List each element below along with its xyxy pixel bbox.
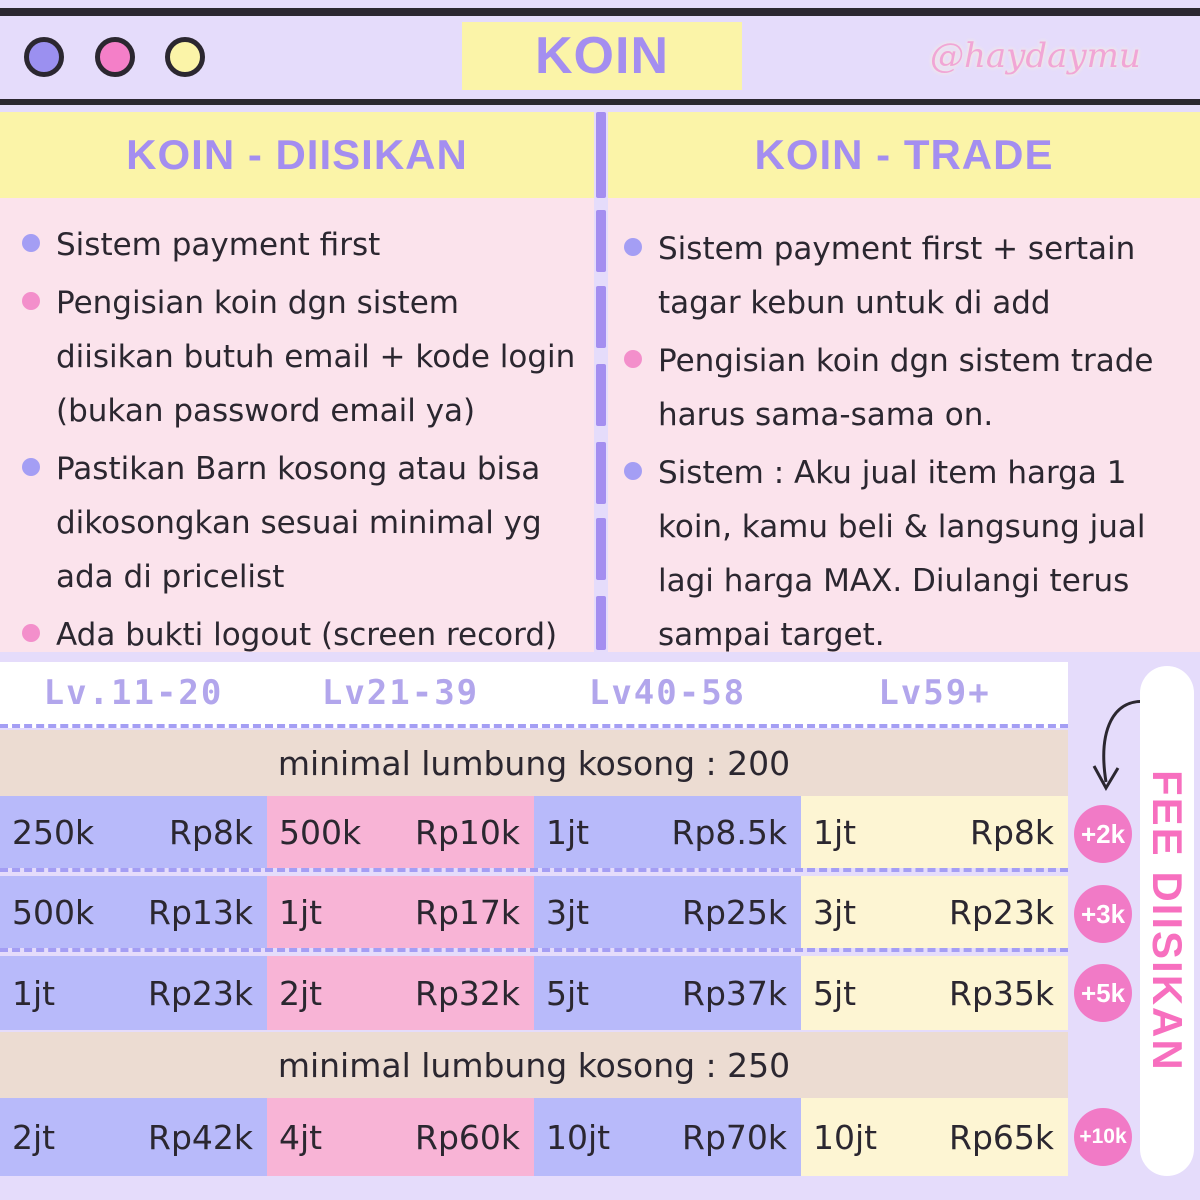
price-cell	[267, 956, 534, 1030]
page-title: KOIN	[535, 27, 669, 85]
level-label: Lv21-39	[321, 673, 480, 713]
bullet-text: Pastikan Barn kosong atau bisa dikosongkan sesuai minimal yg ada di pricelist	[56, 451, 542, 595]
bullet-dot-icon	[624, 350, 642, 368]
left-bullet	[22, 442, 580, 604]
left-bullet	[22, 608, 580, 662]
price-cell	[267, 1098, 534, 1176]
section-label: minimal lumbung kosong : 200	[0, 730, 1068, 796]
price-cell	[801, 956, 1068, 1030]
coin-amount: 3jt	[813, 892, 857, 932]
left-column-title: KOIN - DIISIKAN	[126, 131, 468, 178]
fee-label: FEE DIISIKAN	[1144, 770, 1191, 1072]
price-row	[0, 956, 1068, 1030]
bullet-text: Sistem : Aku jual item harga 1 koin, kamu beli & langsung jual lagi harga MAX. Diulangi terus sampai target.	[658, 455, 1146, 653]
fee-badge: +3k	[1074, 885, 1132, 943]
price-cell	[534, 876, 801, 948]
price-cell	[0, 956, 267, 1030]
price-row	[0, 876, 1068, 952]
right-column-header	[608, 112, 1200, 198]
coin-amount: 5jt	[546, 973, 590, 1013]
bullet-text: Sistem payment first	[56, 227, 381, 263]
coin-amount: 2jt	[279, 973, 323, 1013]
bullet-text: Pengisian koin dgn sistem diisikan butuh email + kode login (bukan password email ya)	[56, 285, 576, 429]
coin-amount: 500k	[279, 812, 362, 852]
price-cell	[534, 1098, 801, 1176]
coin-amount: 500k	[12, 892, 95, 932]
price-cell	[0, 876, 267, 948]
right-bullet	[624, 334, 1180, 442]
column-divider	[596, 286, 606, 348]
price-cell	[801, 876, 1068, 948]
coin-amount: 1jt	[813, 812, 857, 852]
column-divider	[596, 112, 606, 198]
column-divider	[596, 596, 606, 650]
coin-amount: 4jt	[279, 1117, 323, 1157]
title-box	[462, 22, 742, 90]
price-cell	[534, 956, 801, 1030]
column-divider	[596, 364, 606, 426]
author-handle: @haydaymu	[930, 36, 1141, 76]
price: Rp37k	[682, 973, 787, 1013]
price: Rp8.5k	[671, 812, 787, 852]
left-bullet	[22, 276, 580, 438]
price-cell	[801, 1098, 1068, 1176]
coin-amount: 1jt	[546, 812, 590, 852]
coin-amount: 5jt	[813, 973, 857, 1013]
bullet-dot-icon	[22, 624, 40, 642]
fee-badge: +10k	[1074, 1108, 1132, 1166]
column-divider	[596, 518, 606, 580]
fee-badge: +2k	[1074, 805, 1132, 863]
coin-amount: 10jt	[546, 1117, 611, 1157]
price-cell	[534, 796, 801, 868]
left-column-body	[0, 198, 594, 652]
bullet-text: Pengisian koin dgn sistem trade harus sama-sama on.	[658, 343, 1154, 433]
column-divider	[596, 442, 606, 504]
right-column-title: KOIN - TRADE	[754, 131, 1054, 178]
price: Rp60k	[415, 1117, 520, 1157]
price: Rp42k	[148, 1117, 253, 1157]
price: Rp10k	[415, 812, 520, 852]
level-label: Lv.11-20	[43, 673, 224, 713]
fee-badge: +5k	[1074, 964, 1132, 1022]
bullet-dot-icon	[624, 238, 642, 256]
price-cell	[267, 876, 534, 948]
left-column-header	[0, 112, 594, 198]
coin-amount: 1jt	[12, 973, 56, 1013]
price: Rp23k	[148, 973, 253, 1013]
window-dot-pink-icon	[95, 37, 135, 77]
price: Rp70k	[682, 1117, 787, 1157]
coin-amount: 1jt	[279, 892, 323, 932]
bullet-dot-icon	[22, 292, 40, 310]
level-label: Lv59+	[878, 673, 991, 713]
top-border	[0, 8, 1200, 16]
price: Rp23k	[949, 892, 1054, 932]
price-cell	[267, 796, 534, 868]
title-bar	[0, 16, 1200, 100]
price: Rp32k	[415, 973, 520, 1013]
bullet-dot-icon	[22, 234, 40, 252]
price-cell	[0, 1098, 267, 1176]
price: Rp35k	[949, 973, 1054, 1013]
bullet-text: Ada bukti logout (screen record)	[56, 617, 558, 653]
window-dot-yellow-icon	[165, 37, 205, 77]
price-row	[0, 1098, 1068, 1176]
bullet-text: Sistem payment first + sertain tagar kebun untuk di add	[658, 231, 1136, 321]
price-cell	[0, 796, 267, 868]
price: Rp25k	[682, 892, 787, 932]
price-cell	[801, 796, 1068, 868]
title-bar-divider	[0, 99, 1200, 105]
bullet-dot-icon	[624, 462, 642, 480]
price: Rp8k	[970, 812, 1054, 852]
level-header-row	[0, 662, 1068, 728]
fee-label-wrap	[1140, 746, 1194, 1096]
bullet-dot-icon	[22, 458, 40, 476]
price: Rp65k	[949, 1117, 1054, 1157]
section-label: minimal lumbung kosong : 250	[0, 1032, 1068, 1098]
coin-amount: 2jt	[12, 1117, 56, 1157]
right-column-body	[608, 198, 1200, 652]
right-bullet	[624, 446, 1180, 662]
column-divider	[596, 210, 606, 272]
coin-amount: 3jt	[546, 892, 590, 932]
price: Rp17k	[415, 892, 520, 932]
coin-amount: 10jt	[813, 1117, 878, 1157]
right-bullet	[624, 222, 1180, 330]
left-bullet	[22, 218, 580, 272]
level-label: Lv40-58	[588, 673, 747, 713]
coin-amount: 250k	[12, 812, 95, 852]
price: Rp13k	[148, 892, 253, 932]
price-row	[0, 796, 1068, 872]
window-dot-purple-icon	[24, 37, 64, 77]
price: Rp8k	[169, 812, 253, 852]
